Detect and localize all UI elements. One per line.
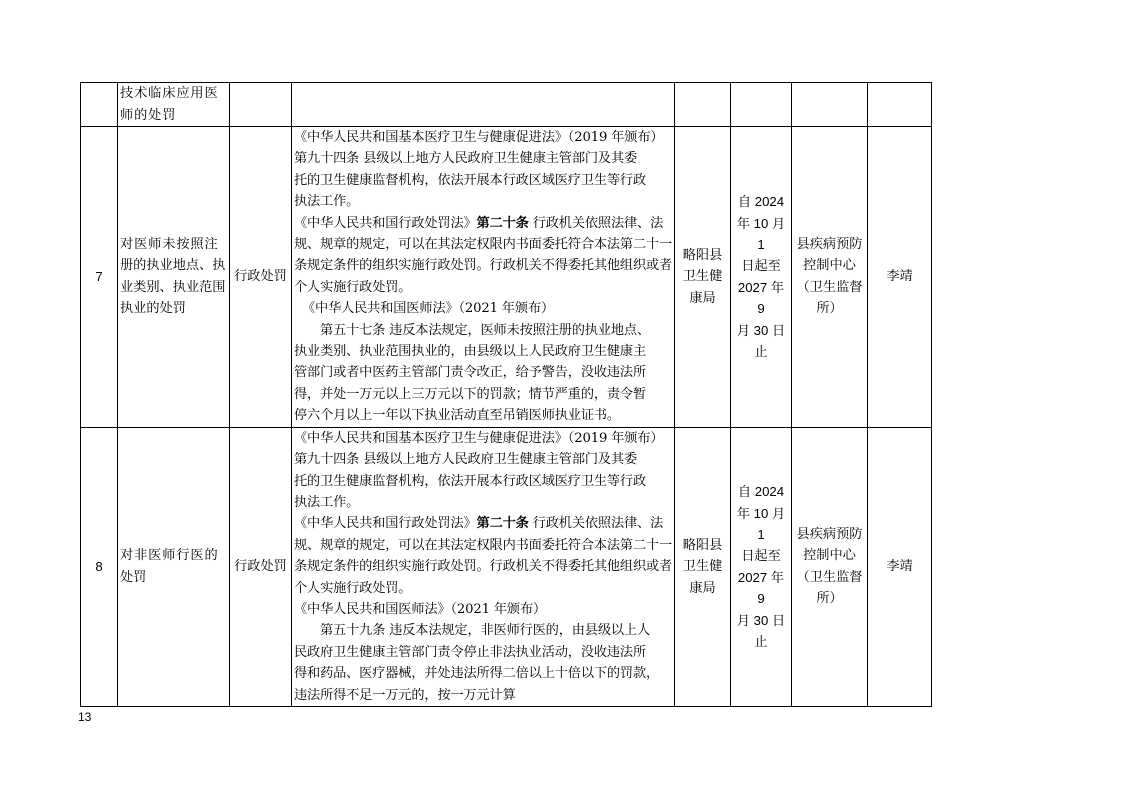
row-number: 7 [81,127,118,428]
row-number: 8 [81,427,118,706]
entrusting-org: 略阳县 卫生健 康局 [675,427,731,706]
table-row [81,427,932,706]
legal-basis: 《中华人民共和国基本医疗卫生与健康促进法》（2019 年颁布） 第九十四条 县级以上地方人民政府卫生健康主管部门及其委 托的卫生健康监督机构，依法开展本行政区域医疗卫生等行政 执法工作。 《中华人民共和国行政处罚法》第二十条 行政机关依照法律、法 规、规章的规定，可以在其法定权限内书面委托符合本法第二十一 条规定条件的组织实施行政处罚。行政机关不得委托其他组织或者 个人实施行政处罚。 《中华人民共和国医师法》（2021 年颁布） 第五十九条 违反本法规定，非医师行医的，由县级以上人 民政府卫生健康主管部门责令停止非法执业活动，没收违法所 得和药品、医疗器械，并处违法所得二倍以上十倍以下的罚款， 违法所得不足一万元的，按一万元计算 [292,427,675,706]
legal-basis: 《中华人民共和国基本医疗卫生与健康促进法》（2019 年颁布） 第九十四条 县级以上地方人民政府卫生健康主管部门及其委 托的卫生健康监督机构，依法开展本行政区域医疗卫生等行政 执法工作。 《中华人民共和国行政处罚法》第二十条 行政机关依照法律、法 规、规章的规定，可以在其法定权限内书面委托符合本法第二十一 条规定条件的组织实施行政处罚。行政机关不得委托其他组织或者 个人实施行政处罚。 《中华人民共和国医师法》（2021 年颁布） 第五十七条 违反本法规定，医师未按照注册的执业地点、 执业类别、执业范围执业的，由县级以上人民政府卫生健康主 管部门或者中医药主管部门责令改正，给予警告，没收违法所 得，并处一万元以上三万元以下的罚款；情节严重的，责令暂 停六个月以上一年以下执业活动直至吊销医师执业证书。 [292,127,675,428]
table-row [81,83,932,127]
entrusted-dept: 县疾病预防 控制中心 （卫生监督 所） [792,127,868,428]
entrusting-org [675,83,731,127]
person-in-charge [868,83,932,127]
person-in-charge: 李靖 [868,127,932,428]
item-kind: 行政处罚 [230,127,292,428]
row-number [81,83,118,127]
item-name: 对非医师行医的 处罚 [118,427,230,706]
item-kind: 行政处罚 [230,427,292,706]
item-kind [230,83,292,127]
entrust-period: 自 2024 年 10 月 1 日起至 2027 年 9 月 30 日 止 [731,427,792,706]
item-name: 技术临床应用医 师的处罚 [118,83,230,127]
enforcement-table [80,82,932,707]
entrusting-org: 略阳县 卫生健 康局 [675,127,731,428]
entrusted-dept: 县疾病预防 控制中心 （卫生监督 所） [792,427,868,706]
entrusted-dept [792,83,868,127]
legal-basis [292,83,675,127]
page-number: 13 [78,710,92,724]
item-name: 对医师未按照注 册的执业地点、执 业类别、执业范围 执业的处罚 [118,127,230,428]
entrust-period [731,83,792,127]
table-row [81,127,932,428]
entrust-period: 自 2024 年 10 月 1 日起至 2027 年 9 月 30 日 止 [731,127,792,428]
person-in-charge: 李靖 [868,427,932,706]
